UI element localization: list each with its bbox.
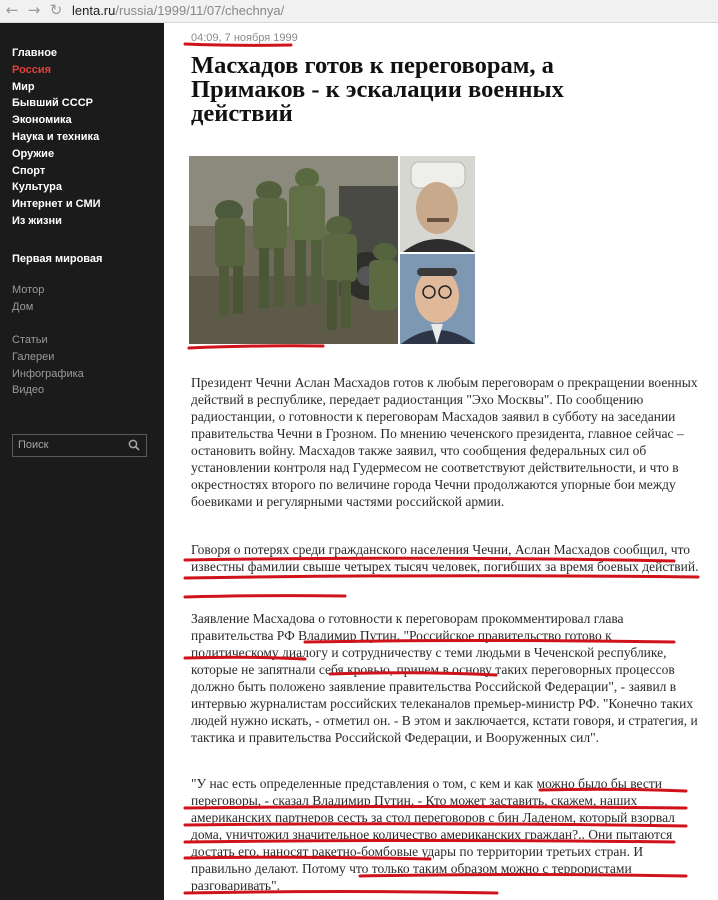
article-date: 04:09, 7 ноября 1999 xyxy=(191,32,298,44)
portrait-primakov xyxy=(399,254,475,344)
sidebar-item-dom[interactable]: Дом xyxy=(12,300,34,313)
portrait-maskhadov xyxy=(399,156,475,252)
sidebar-item-iz-zhizni[interactable]: Из жизни xyxy=(12,214,62,227)
url-host: lenta.ru xyxy=(72,3,116,18)
sidebar-item-kultura[interactable]: Культура xyxy=(12,181,62,194)
sidebar-item-mir[interactable]: Мир xyxy=(12,80,35,93)
search-box xyxy=(12,434,147,457)
sidebar-item-glavnoe[interactable]: Главное xyxy=(12,47,58,59)
sidebar-item-rossiya[interactable]: Россия xyxy=(12,63,52,76)
article-photo xyxy=(189,156,475,344)
article-paragraph-2: Говоря о потерях среди гражданского населения Чечни, Аслан Масхадов сообщил, что известны фамилии свыше четырех тысяч человек, погибших за время боевых действий. xyxy=(191,542,699,574)
sidebar-item-stati[interactable]: Статьи xyxy=(12,334,48,346)
sidebar-item-byvshiy-sssr[interactable]: Бывший СССР xyxy=(12,97,93,110)
sidebar-item-internet[interactable]: Интернет и СМИ xyxy=(12,198,101,211)
article-title: Масхадов готов к переговорам, а Примаков - к эскалации военных действий xyxy=(191,52,564,127)
article-paragraph-3: Заявление Масхадова о готовности к переговорам прокомментировал глава правительства РФ Владимир Путин. "Российское правительство готово к политическому диалогу и сотрудничеству с теми людьми в Чеченской республике, которые не запятнали себя кровью, причем в основу таких переговорных процессов должно быть положено заявление правительства Российской Федерации", - заявил в интервью журналистам российских телеканалов премьер-министр РФ. "Конечно таких людей нужно искать, - отметил он. - В этом и заключается, кстати говоря, и стратегия, и тактика и правительства Российской Федерации, и Вооруженных сил". xyxy=(191,611,698,745)
reload-icon[interactable]: ↻ xyxy=(49,1,63,19)
url-path: /russia/1999/11/07/chechnya/ xyxy=(115,3,285,18)
article-paragraph-1: Президент Чечни Аслан Масхадов готов к любым переговорам о прекращении военных действий в республике, передает радиостанция "Эхо Москвы". По сообщению радиостанции, о готовности к переговорам Масхадов заявил в субботу на заседании правительства Чечни в Грозном. По мнению чеченского президента, главное сейчас – остановить войну. Масхадов также заявил, что сообщения федеральных сил об установлении контроля над Гудермесом не соответствуют действительности, и что в окрестностях второго по величине города Чечни продолжаются упорные бои между боевиками и регулярными частями российской армии. xyxy=(191,375,698,509)
search-icon[interactable] xyxy=(128,439,140,451)
article-paragraph-4: "У нас есть определенные представления о том, с кем и как можно было бы вести переговоры, - сказал Владимир Путин. - Кто может заставить, скажем, наших американских партнеров сесть за стол переговоров с бин Ладеном, который взорвал дома, уничтожил значительное количество американских граждан?.. Они пытаются достать его, наносят ракетно-бомбовые удары по территории третьих стран. И правильно делают. Потому что только таким образом можно с террористами разговаривать". xyxy=(191,776,675,893)
forward-arrow-icon[interactable]: → xyxy=(27,1,41,19)
search-input[interactable] xyxy=(18,437,118,453)
sidebar-item-oruzhie[interactable]: Оружие xyxy=(12,147,55,160)
sidebar-projects xyxy=(12,282,44,316)
sidebar-item-motor[interactable]: Мотор xyxy=(12,284,45,296)
sidebar-item-ekonomika[interactable]: Экономика xyxy=(12,114,72,127)
browser-address-bar xyxy=(0,0,718,23)
sidebar-item-sport[interactable]: Спорт xyxy=(12,164,46,177)
sidebar-item-infografika[interactable]: Инфографика xyxy=(12,367,84,380)
sidebar xyxy=(0,23,164,900)
sidebar-item-pervaya-mirovaya[interactable]: Первая мировая xyxy=(12,253,103,265)
sidebar-item-video[interactable]: Видео xyxy=(12,384,45,397)
sidebar-sections xyxy=(12,45,101,230)
soldiers-photo xyxy=(189,156,398,344)
sidebar-item-nauka[interactable]: Наука и техника xyxy=(12,130,100,143)
sidebar-item-galerei[interactable]: Галереи xyxy=(12,350,55,363)
sidebar-formats xyxy=(12,332,84,399)
url-field[interactable] xyxy=(72,3,284,18)
sidebar-special xyxy=(12,249,102,267)
back-arrow-icon[interactable]: ← xyxy=(5,1,19,19)
